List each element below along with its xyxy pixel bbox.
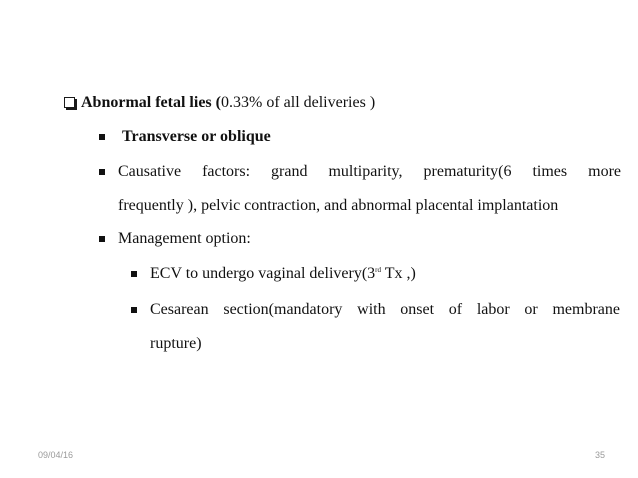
checkbox-bullet-icon [64, 97, 75, 108]
subbullet-item-line: Cesarean section(mandatory with onset of labor or membrane [150, 301, 620, 318]
square-bullet-icon [99, 236, 105, 242]
bullet-item-text: Transverse or oblique [122, 128, 271, 145]
bullet-item-text: Management option: [118, 230, 251, 247]
subbullet-text-before: ECV to undergo vaginal delivery(3 [150, 265, 376, 282]
subbullet-item-text [150, 264, 416, 284]
heading-line [64, 93, 375, 113]
heading-normal-text: 0.33% of all deliveries ) [220, 94, 376, 111]
square-bullet-icon [131, 271, 137, 277]
square-bullet-icon [131, 307, 137, 313]
square-bullet-icon [99, 169, 105, 175]
footer-page-number: 35 [594, 450, 605, 460]
heading-bold-text: Abnormal fetal lies ( [81, 94, 221, 111]
footer-date: 09/04/16 [38, 450, 74, 460]
bullet-item-line: frequently ), pelvic contraction, and abnormal placental implantation [118, 197, 559, 214]
square-bullet-icon [99, 134, 105, 140]
bullet-item-line: Causative factors: grand multiparity, prematurity(6 times more [118, 163, 621, 180]
subbullet-item-text-block [150, 293, 620, 361]
subbullet-item-line: rupture) [150, 335, 202, 352]
ordinal-superscript: rd [375, 266, 381, 274]
bullet-item-text-block [118, 155, 621, 223]
subbullet-text-after: Tx ,) [380, 265, 416, 282]
